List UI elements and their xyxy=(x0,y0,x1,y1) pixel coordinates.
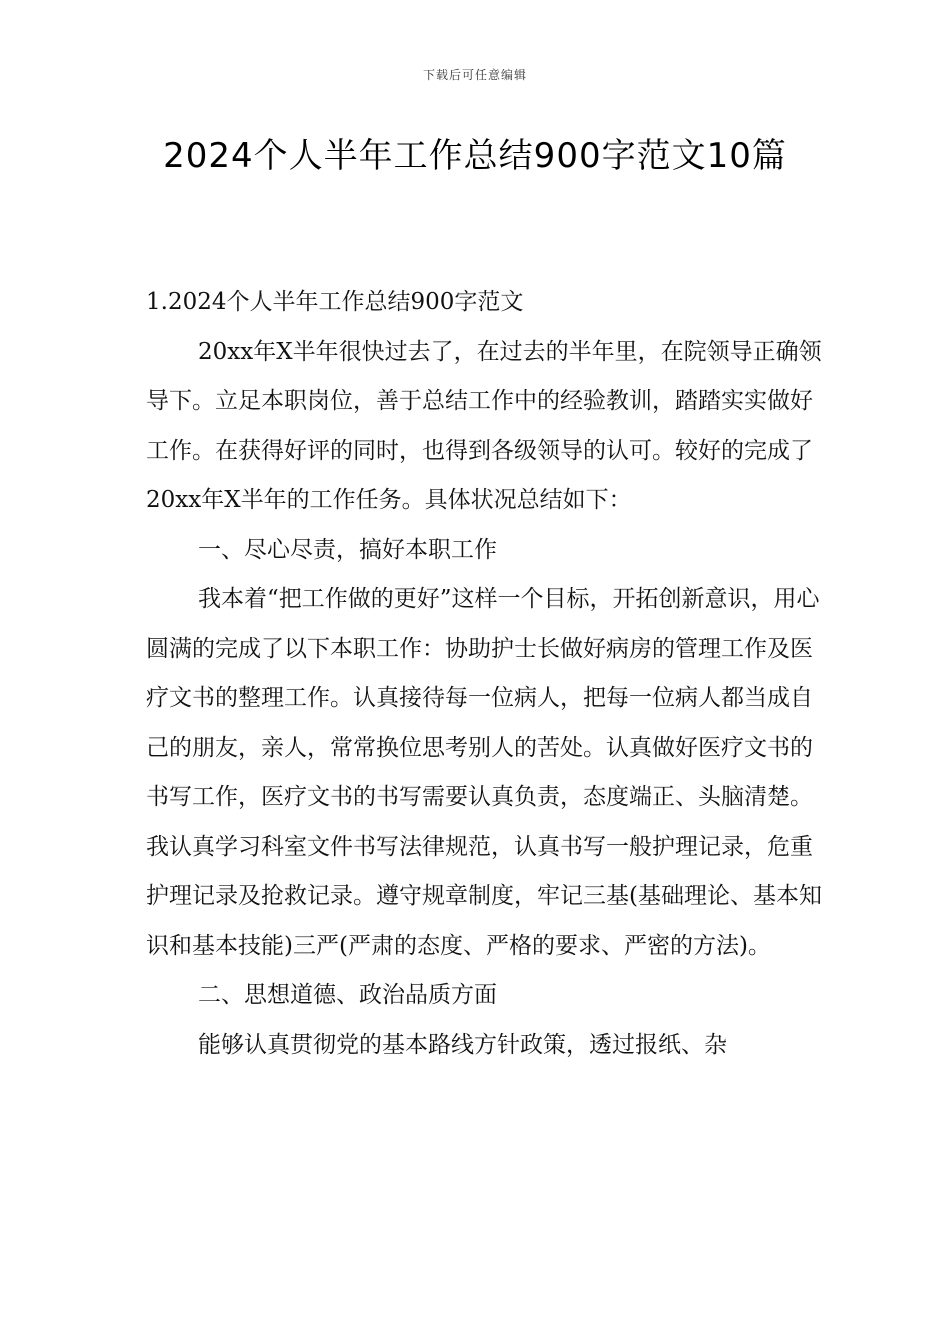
subheading-duties: 一、尽心尽责，搞好本职工作 xyxy=(198,536,497,563)
paragraph-duties: 我本着“把工作做的更好”这样一个目标，开拓创新意识，用心圆满的完成了以下本职工作：协助护士长做好病房的管理工作及医疗文书的整理工作。认真接待每一位病人，把每一位病人都当成自己的朋友，亲人，常常换位思考别人的苦处。认真做好医疗文书的书写工作，医疗文书的书写需要认真负责，态度端正、头脑清楚。我认真学习科室文件书写法律规范，认真书写一般护理记录，危重护理记录及抢救记录。遵守规章制度，牢记三基(基础理论、基本知识和基本技能)三严(严肃的态度、严格的要求、严密的方法)。 xyxy=(146,586,822,959)
paragraph-morality: 能够认真贯彻党的基本路线方针政策，透过报纸、杂 xyxy=(198,1031,727,1058)
subheading-morality: 二、思想道德、政治品质方面 xyxy=(198,982,497,1008)
document-body xyxy=(146,278,826,1070)
section-heading: 1.2024个人半年工作总结900字范文 xyxy=(146,289,524,315)
header-note: 下载后可任意编辑 xyxy=(422,68,527,82)
paragraph-intro: 20xx年X半年很快过去了，在过去的半年里，在院领导正确领导下。立足本职岗位，善于总结工作中的经验教训，踏踏实实做好工作。在获得好评的同时，也得到各级领导的认可。较好的完成了20xx年X半年的工作任务。具体状况总结如下： xyxy=(146,338,822,513)
document-title: 2024个人半年工作总结900字范文10篇 xyxy=(163,136,787,176)
